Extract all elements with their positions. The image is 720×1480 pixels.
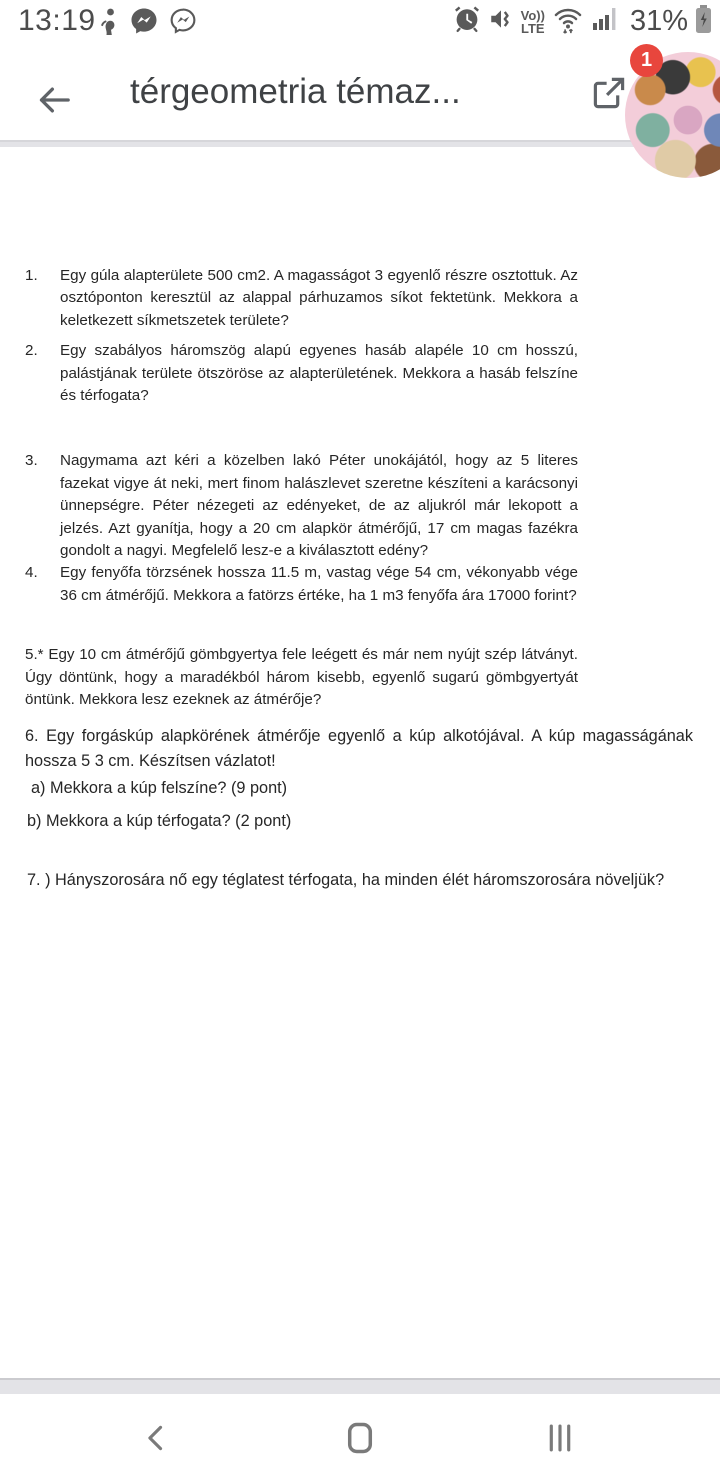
clock-time: 13:19 [18,4,96,37]
problem-1 [25,265,578,332]
open-in-new-icon[interactable] [590,74,628,112]
document-page[interactable] [0,147,720,1378]
problem-number: 3. [25,452,38,470]
problem-number: 4. [25,564,38,582]
system-status-icons [453,4,712,39]
problem-5: 5.* Egy 10 cm átmérőjű gömbgyertya fele leégett és már nem nyújt szép látványt. Úgy döntünk, hogy a maradékból három kisebb, egyenlő sugarú gömbgyertyát öntünk. Mekkora lesz ezeknek az átmérője? [25,646,578,709]
problem-text: Egy fenyőfa törzsének hossza 11.5 m, vastag vége 54 cm, vékonyabb vége 36 cm átmérőjű. Mekkora a fatörzs értéke, ha 1 m3 fenyőfa ára 17000 forint? [60,564,578,604]
problem-4 [25,562,578,607]
problem-2 [25,340,578,407]
navigation-bar [0,1394,720,1480]
problem-number: 1. [25,267,38,284]
problem-number: 2. [25,342,38,360]
notification-badge: 1 [630,44,663,77]
problem-6b: b) Mekkora a kúp térfogata? (2 pont) [27,811,292,830]
messenger-icon [129,6,159,41]
messenger-lite-icon [168,6,198,41]
app-bar [0,42,720,142]
page-gap-bottom [0,1380,720,1394]
notification-icons [98,6,198,41]
problem-6: 6. Egy forgáskúp alapkörének átmérője egyenlő a kúp alkotójával. A kúp magasságának hossza 5 3 cm. Készítsen vázlatot! [25,726,693,770]
alarm-icon [453,4,481,39]
nav-recents-icon[interactable] [540,1418,580,1458]
volte-icon: Vo)) LTE [520,7,545,36]
wifi-icon [552,4,584,39]
document-title: térgeometria témaz... [130,72,461,111]
problem-3 [25,450,578,562]
nav-home-icon[interactable] [340,1418,380,1458]
problem-text: Egy gúla alapterülete 500 cm2. A magasságot 3 egyenlő részre osztottuk. Az osztóponton keresztül az alappal párhuzamos síkot fektetünk. Mekkora a keletkezett síkmetszetek területe? [60,267,578,329]
battery-charging-icon [695,4,712,39]
app-notification-icon [98,6,120,41]
problem-7: 7. ) Hányszorosára nő egy téglatest térfogata, ha minden élét háromszorosára növeljük? [27,870,665,889]
problem-text: Egy szabályos háromszög alapú egyenes hasáb alapéle 10 cm hosszú, palástjának területe ötszöröse az alapterületének. Mekkora a hasáb felszíne és térfogata? [60,342,578,405]
status-bar [0,0,720,42]
problem-6a: a) Mekkora a kúp felszíne? (9 pont) [31,778,288,797]
battery-percent: 31% [629,5,688,37]
signal-strength-icon [591,4,619,39]
nav-back-icon[interactable] [137,1418,177,1458]
problem-text: Nagymama azt kéri a közelben lakó Péter unokájától, hogy az 5 literes fazekat vigye át neki, mert finom halászlevet szeretne készíteni a karácsonyi ünnepségre. Péter nézegeti az edényeket, de az aljukról már lekopott a jelzés. Azt gyanítja, hogy a 20 cm alapkör átmérőjű, 17 cm magas fazékra gondolt a nagyi. Megfelelő lesz-e a kiválasztott edény? [60,452,578,560]
back-arrow-icon[interactable] [34,80,74,120]
mute-vibrate-icon [488,4,514,39]
